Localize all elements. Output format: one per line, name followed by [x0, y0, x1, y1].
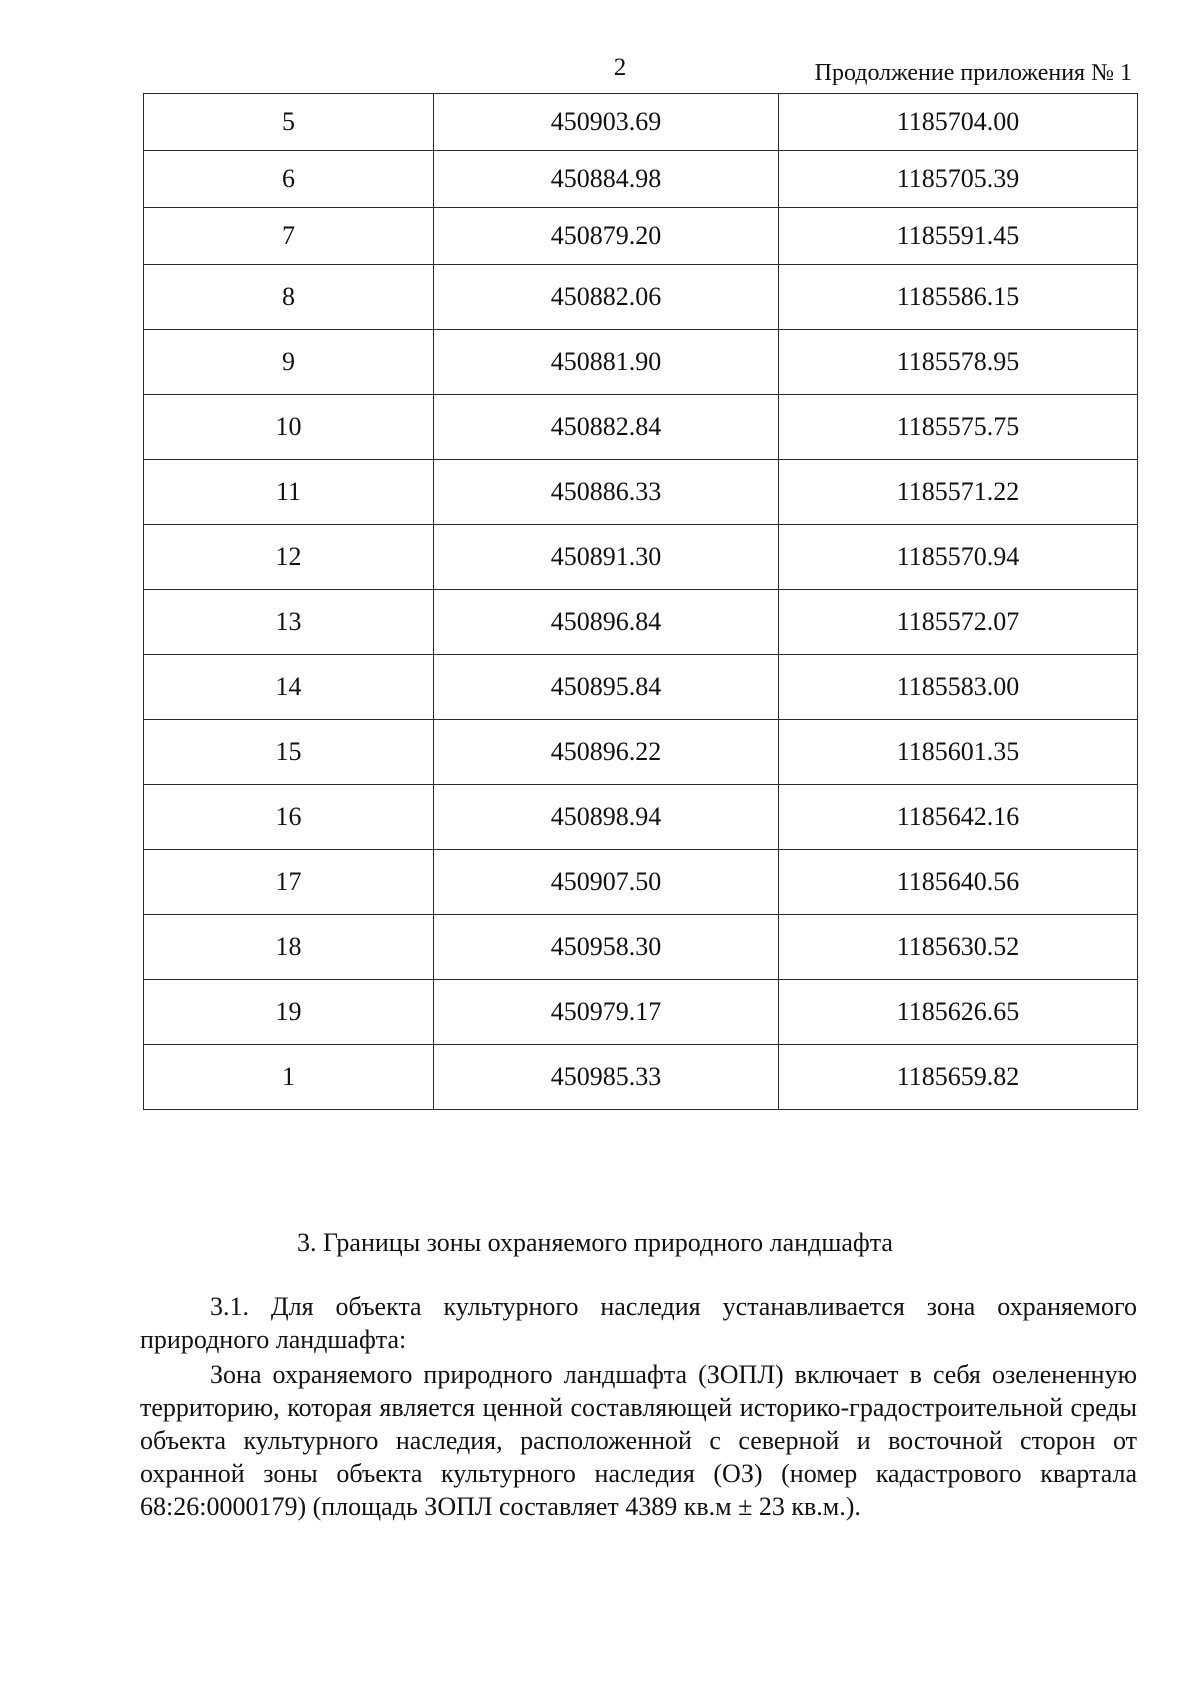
- y-coordinate-cell: 1185583.00: [779, 655, 1138, 720]
- y-coordinate-cell: 1185578.95: [779, 330, 1138, 395]
- point-number-cell: 1: [144, 1045, 434, 1110]
- point-number-cell: 13: [144, 590, 434, 655]
- x-coordinate-cell: 450882.84: [434, 395, 779, 460]
- point-number-cell: 16: [144, 785, 434, 850]
- paragraph: 3.1. Для объекта культурного наследия устанавливается зона охраняемого природного ландшафта:: [140, 1292, 1137, 1354]
- y-coordinate-cell: 1185640.56: [779, 850, 1138, 915]
- x-coordinate-cell: 450886.33: [434, 460, 779, 525]
- y-coordinate-cell: 1185570.94: [779, 525, 1138, 590]
- y-coordinate-cell: 1185704.00: [779, 94, 1138, 151]
- paragraph: Зона охраняемого природного ландшафта (ЗОПЛ) включает в себя озелененную территорию, которая является ценной составляющей историко-градостроительной среды объекта культурного наследия, расположенной с северной и восточной сторон от охранной зоны объекта культурного наследия (ОЗ) (номер кадастрового квартала 68:26:0000179) (площадь ЗОПЛ составляет 4389 кв.м ± 23 кв.м.).: [140, 1360, 1137, 1521]
- section-heading: 3. Границы зоны охраняемого природного ландшафта: [297, 1228, 893, 1257]
- point-number-cell: 6: [144, 151, 434, 208]
- point-number-cell: 12: [144, 525, 434, 590]
- x-coordinate-cell: 450907.50: [434, 850, 779, 915]
- point-number-cell: 9: [144, 330, 434, 395]
- x-coordinate-cell: 450882.06: [434, 265, 779, 330]
- y-coordinate-cell: 1185572.07: [779, 590, 1138, 655]
- table-row: [144, 94, 1138, 151]
- point-number-cell: 11: [144, 460, 434, 525]
- continuation-label: Продолжение приложения № 1: [814, 60, 1132, 86]
- point-number-cell: 8: [144, 265, 434, 330]
- section-body: [140, 1290, 1137, 1523]
- table-row: [144, 1045, 1138, 1110]
- table-row: [144, 330, 1138, 395]
- y-coordinate-cell: 1185705.39: [779, 151, 1138, 208]
- table-row: [144, 590, 1138, 655]
- y-coordinate-cell: 1185591.45: [779, 208, 1138, 265]
- x-coordinate-cell: 450958.30: [434, 915, 779, 980]
- table-row: [144, 151, 1138, 208]
- y-coordinate-cell: 1185630.52: [779, 915, 1138, 980]
- x-coordinate-cell: 450891.30: [434, 525, 779, 590]
- page-number: 2: [613, 54, 627, 81]
- table-row: [144, 915, 1138, 980]
- x-coordinate-cell: 450881.90: [434, 330, 779, 395]
- x-coordinate-cell: 450896.84: [434, 590, 779, 655]
- x-coordinate-cell: 450884.98: [434, 151, 779, 208]
- x-coordinate-cell: 450895.84: [434, 655, 779, 720]
- table-row: [144, 980, 1138, 1045]
- table-row: [144, 525, 1138, 590]
- table-row: [144, 265, 1138, 330]
- point-number-cell: 17: [144, 850, 434, 915]
- table-row: [144, 460, 1138, 525]
- x-coordinate-cell: 450896.22: [434, 720, 779, 785]
- table-row: [144, 395, 1138, 460]
- x-coordinate-cell: 450898.94: [434, 785, 779, 850]
- table-row: [144, 720, 1138, 785]
- table-row: [144, 655, 1138, 720]
- y-coordinate-cell: 1185626.65: [779, 980, 1138, 1045]
- y-coordinate-cell: 1185642.16: [779, 785, 1138, 850]
- table-row: [144, 208, 1138, 265]
- point-number-cell: 10: [144, 395, 434, 460]
- y-coordinate-cell: 1185575.75: [779, 395, 1138, 460]
- point-number-cell: 7: [144, 208, 434, 265]
- y-coordinate-cell: 1185586.15: [779, 265, 1138, 330]
- x-coordinate-cell: 450903.69: [434, 94, 779, 151]
- y-coordinate-cell: 1185659.82: [779, 1045, 1138, 1110]
- coordinates-table: [143, 93, 1138, 1110]
- point-number-cell: 18: [144, 915, 434, 980]
- point-number-cell: 14: [144, 655, 434, 720]
- y-coordinate-cell: 1185601.35: [779, 720, 1138, 785]
- table-row: [144, 850, 1138, 915]
- point-number-cell: 19: [144, 980, 434, 1045]
- x-coordinate-cell: 450979.17: [434, 980, 779, 1045]
- x-coordinate-cell: 450985.33: [434, 1045, 779, 1110]
- y-coordinate-cell: 1185571.22: [779, 460, 1138, 525]
- point-number-cell: 5: [144, 94, 434, 151]
- x-coordinate-cell: 450879.20: [434, 208, 779, 265]
- point-number-cell: 15: [144, 720, 434, 785]
- table-row: [144, 785, 1138, 850]
